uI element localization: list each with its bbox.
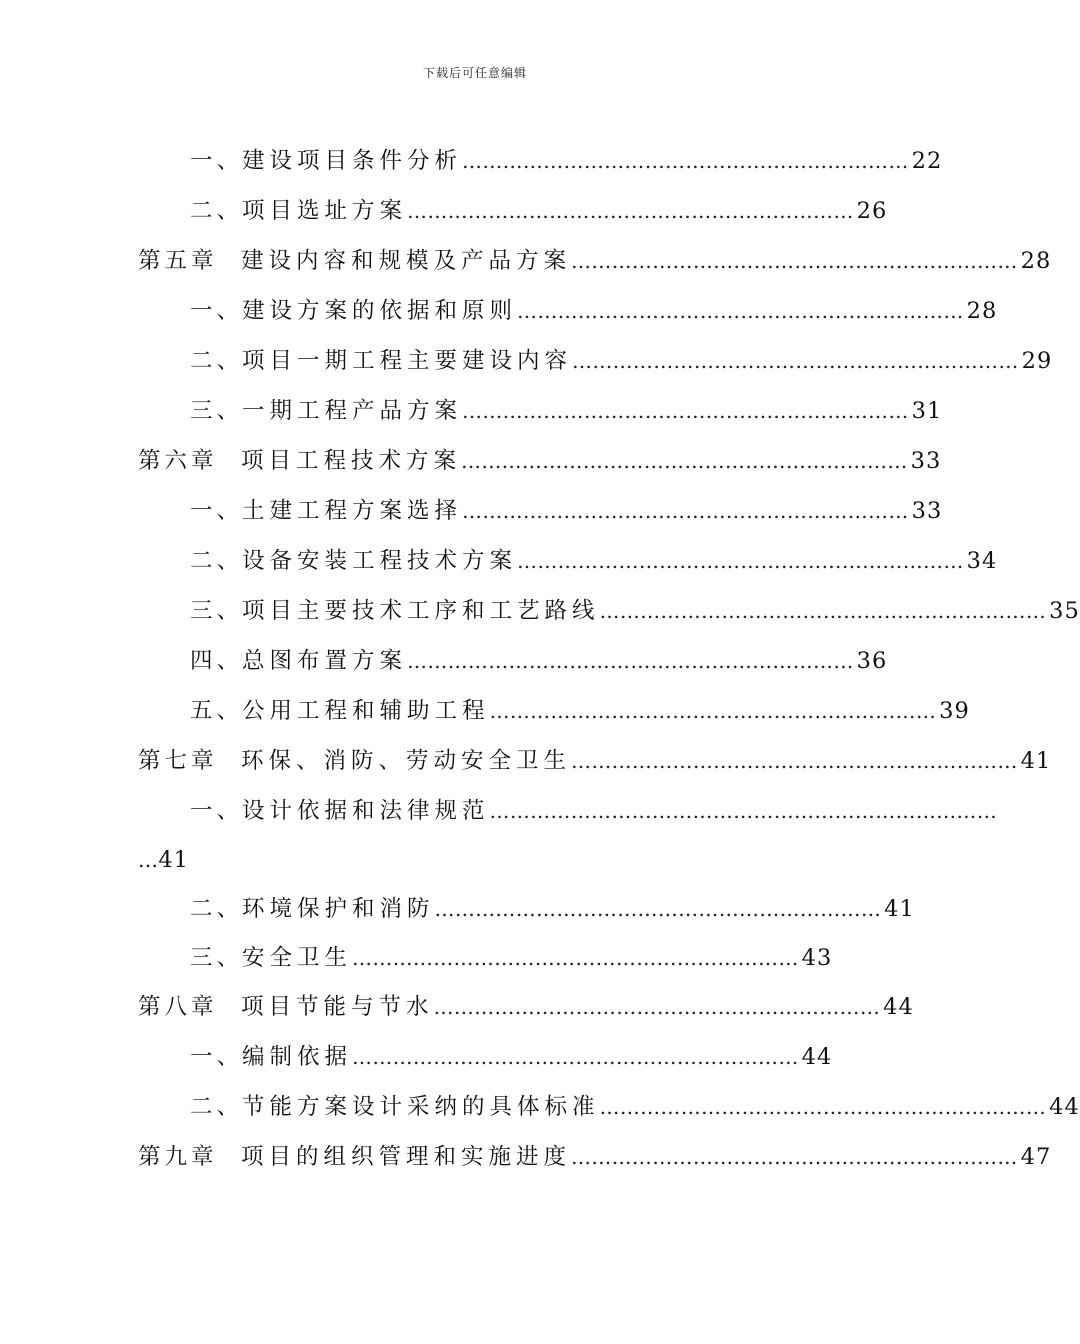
dot-leader: ………………………………………………………… <box>461 449 908 473</box>
toc-entry[interactable] <box>190 794 998 828</box>
toc-entry-title: 设备安装工程技术方案 <box>242 548 518 574</box>
toc-entry-number: 二、 <box>190 1094 244 1120</box>
toc-entry-number: 一、 <box>190 298 244 324</box>
toc-entry[interactable] <box>190 194 888 228</box>
dot-leader: ………………………………………………………… <box>462 149 909 173</box>
dot-leader: ………………………………………………………… <box>407 199 854 223</box>
toc-chapter-number: 第九章 <box>138 1144 218 1170</box>
toc-entry-number: 三、 <box>190 398 244 424</box>
toc-entry-page: 28 <box>1020 248 1052 274</box>
toc-entry-page: 26 <box>856 198 888 224</box>
toc-entry-number: 二、 <box>190 198 244 224</box>
toc-entry-number: 一、 <box>190 798 244 824</box>
toc-entry-chapter[interactable] <box>138 990 914 1024</box>
toc-chapter-number: 第五章 <box>138 248 218 274</box>
dot-leader: ………………………………………………………… <box>407 649 854 673</box>
dot-leader: ………………………………………………………… <box>572 349 1019 373</box>
toc-entry-page: 44 <box>883 994 914 1020</box>
dot-leader: ………………………………………………………… <box>489 699 937 723</box>
toc-entry-title: 环境保护和消防 <box>242 896 435 922</box>
toc-entry-page: 39 <box>939 698 970 724</box>
toc-entry-page: 44 <box>801 1044 833 1070</box>
toc-entry[interactable] <box>190 344 1053 378</box>
dot-leader: ………………………………………………………… <box>599 1095 1047 1119</box>
toc-entry-number: 二、 <box>190 548 244 574</box>
toc-entry-page: 22 <box>911 148 943 174</box>
dot-leader: ………………………………………………………… <box>517 549 964 573</box>
toc-entry-continuation <box>138 843 189 877</box>
toc-entry[interactable] <box>190 644 888 678</box>
toc-entry-number: 一、 <box>190 1044 244 1070</box>
toc-entry-title: 编制依据 <box>242 1044 353 1070</box>
toc-entry-page: 47 <box>1020 1144 1052 1170</box>
toc-entry-page: 43 <box>801 945 833 971</box>
toc-entry-number: 四、 <box>190 648 244 674</box>
toc-entry-title: 土建工程方案选择 <box>242 498 463 524</box>
toc-entry-page: 29 <box>1021 348 1053 374</box>
toc-entry-page: 44 <box>1049 1094 1080 1120</box>
toc-entry-title: 设计依据和法律规范 <box>242 798 490 824</box>
toc-entry[interactable] <box>190 1040 833 1074</box>
toc-entry-chapter[interactable] <box>138 1140 1052 1174</box>
toc-entry-page: 35 <box>1049 598 1080 624</box>
toc-entry-title: 安全卫生 <box>242 945 353 971</box>
toc-entry[interactable] <box>190 494 943 528</box>
dot-leader: ………………………………………………………… <box>352 1045 799 1069</box>
toc-entry-page: 41 <box>884 896 915 922</box>
dot-leader: ………………………………………………………… <box>571 1145 1018 1169</box>
dot-leader: ………………………………………………………… <box>462 399 909 423</box>
toc-entry-page: 41 <box>1020 748 1052 774</box>
dot-leader: ………………………………………………………… <box>352 946 799 970</box>
toc-entry-number: 一、 <box>190 498 244 524</box>
toc-entry-title: 项目工程技术方案 <box>241 448 462 474</box>
dot-leader: ………………………………………………………… <box>433 995 881 1019</box>
toc-entry-page: 36 <box>856 648 888 674</box>
toc-chapter-number: 第七章 <box>138 748 218 774</box>
toc-entry[interactable] <box>190 694 970 728</box>
toc-entry-number: 三、 <box>190 598 244 624</box>
toc-entry[interactable] <box>190 1090 1080 1124</box>
toc-entry[interactable] <box>190 144 943 178</box>
toc-entry-title: 公用工程和辅助工程 <box>242 698 490 724</box>
dot-leader: ………………………………………………………… <box>571 749 1018 773</box>
toc-entry-number: 五、 <box>190 698 244 724</box>
toc-entry[interactable] <box>190 294 998 328</box>
toc-entry-title: 建设项目条件分析 <box>242 148 463 174</box>
dot-leader: … <box>138 848 159 872</box>
toc-entry-title: 项目的组织管理和实施进度 <box>241 1144 572 1170</box>
toc-entry-title: 总图布置方案 <box>242 648 408 674</box>
dot-leader: ………………………………………………………… <box>599 599 1047 623</box>
toc-entry[interactable] <box>190 594 1080 628</box>
toc-entry-title: 节能方案设计采纳的具体标准 <box>242 1094 600 1120</box>
toc-chapter-number: 第八章 <box>138 994 218 1020</box>
toc-entry-number: 二、 <box>190 896 244 922</box>
page-header: 下载后可任意编辑 <box>422 66 527 80</box>
toc-entry-page: 31 <box>911 398 943 424</box>
toc-entry[interactable] <box>190 544 998 578</box>
toc-entry-title: 一期工程产品方案 <box>242 398 463 424</box>
toc-entry-chapter[interactable] <box>138 244 1052 278</box>
toc-entry[interactable] <box>190 892 915 926</box>
toc-chapter-number: 第六章 <box>138 448 218 474</box>
toc-entry[interactable] <box>190 394 943 428</box>
toc-entry[interactable] <box>190 941 833 975</box>
dot-leader: ………………………………………………………… <box>434 897 882 921</box>
toc-entry-chapter[interactable] <box>138 744 1052 778</box>
toc-entry-title: 环保、消防、劳动安全卫生 <box>241 748 572 774</box>
dot-leader: ………………………………………………………… <box>517 299 964 323</box>
toc-entry-number: 一、 <box>190 148 244 174</box>
toc-entry-number: 三、 <box>190 945 244 971</box>
toc-entry-title: 项目节能与节水 <box>241 994 434 1020</box>
toc-entry-title: 项目选址方案 <box>242 198 408 224</box>
dot-leader: ………………………………………………………… <box>571 249 1018 273</box>
toc-entry-title: 项目一期工程主要建设内容 <box>242 348 573 374</box>
toc-entry-title: 建设方案的依据和原则 <box>242 298 518 324</box>
toc-entry-page: 28 <box>966 298 998 324</box>
toc-entry-page: 41 <box>158 847 189 873</box>
toc-entry-number: 二、 <box>190 348 244 374</box>
dot-leader: ………………………………………………………… <box>462 499 909 523</box>
toc-entry-page: 34 <box>966 548 998 574</box>
toc-entry-title: 项目主要技术工序和工艺路线 <box>242 598 600 624</box>
toc-entry-page: 33 <box>910 448 942 474</box>
toc-entry-chapter[interactable] <box>138 444 942 478</box>
toc-entry-page: 33 <box>911 498 943 524</box>
toc-entry-title: 建设内容和规模及产品方案 <box>241 248 572 274</box>
dot-leader: ………………………………………………………………… <box>489 799 998 823</box>
